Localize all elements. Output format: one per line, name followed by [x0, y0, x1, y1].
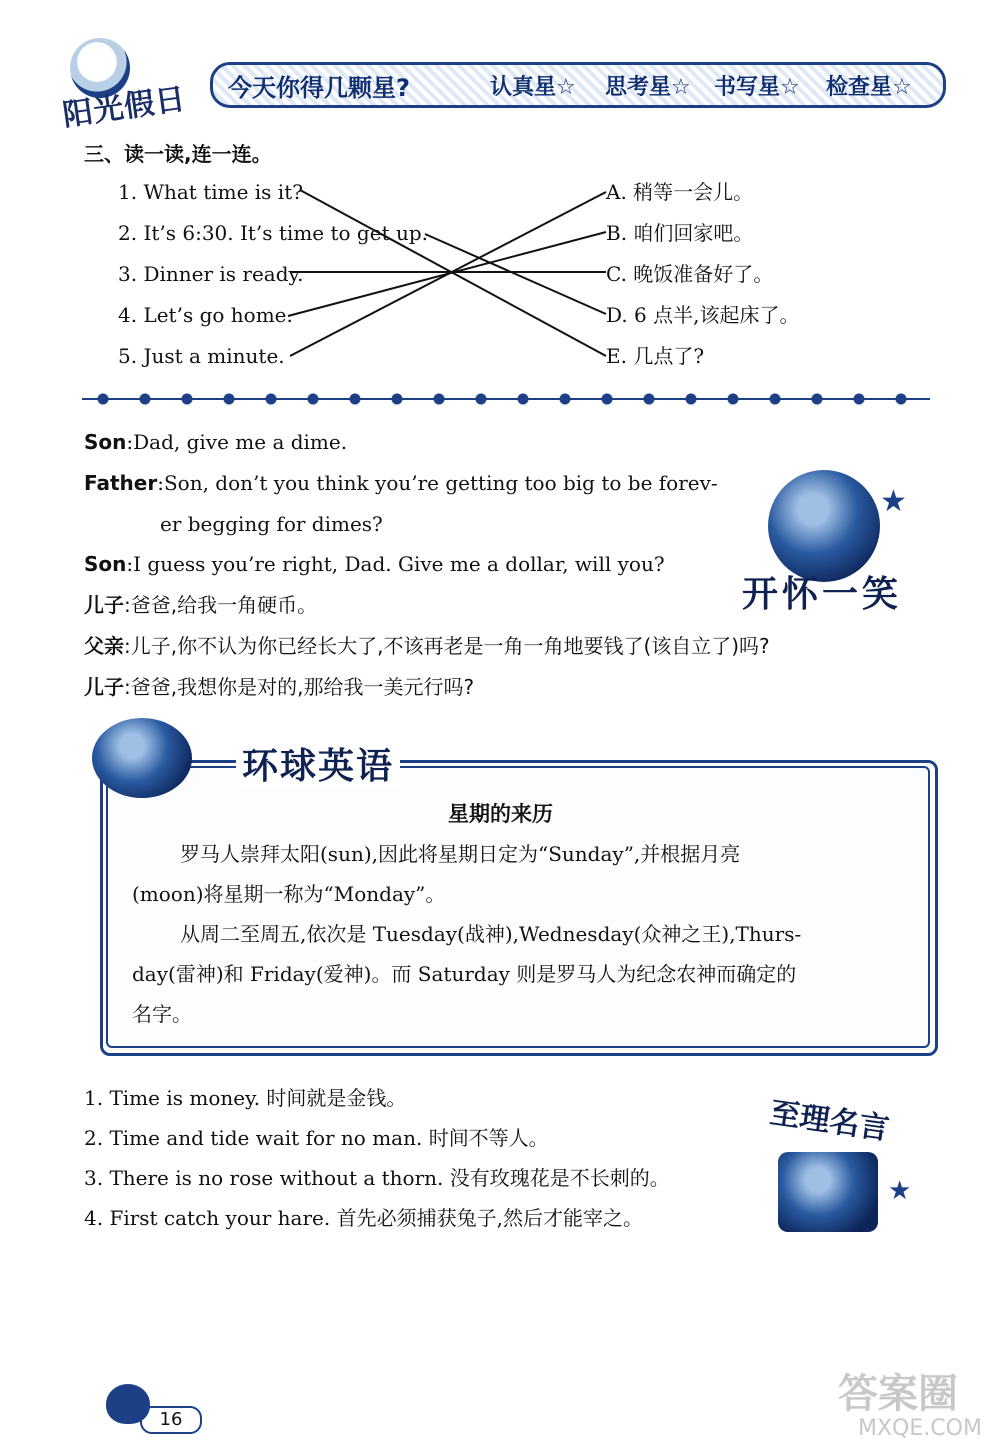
floral-border [82, 386, 930, 412]
star-writing[interactable]: 书写星☆ [714, 75, 800, 100]
chinese-item-e: E. 几点了? [606, 344, 705, 368]
global-english-heading: 环球英语 [236, 738, 400, 789]
matching-lines [0, 0, 1000, 420]
joke-badge-title: 开怀一笑 [742, 574, 903, 615]
article-line-1: 罗马人崇拜太阳(sun),因此将星期日定为“Sunday”,并根据月亮 [180, 842, 741, 866]
english-item-3: 3. Dinner is ready. [118, 262, 304, 286]
page-number: 16 [140, 1406, 202, 1434]
proverb-1: 1. Time is money. 时间就是金钱。 [84, 1086, 407, 1110]
match-line-2-d [425, 234, 606, 314]
chinese-item-b: B. 咱们回家吧。 [606, 221, 754, 245]
star-checking[interactable]: 检查星☆ [826, 75, 912, 100]
proverb-2: 2. Time and tide wait for no man. 时间不等人。 [84, 1126, 549, 1150]
english-item-1: 1. What time is it? [118, 180, 303, 204]
proverbs-badge-title: 至理名言 [767, 1095, 892, 1148]
joke-line-6: 父亲:儿子,你不认为你已经长大了,不该再老是一角一角地要钱了(该自立了)吗? [84, 634, 770, 658]
star-icon: ★ [880, 484, 907, 519]
article-line-3: 从周二至周五,依次是 Tuesday(战神),Wednesday(众神之王),Thurs- [180, 922, 802, 946]
article-line-4: day(雷神)和 Friday(爱神)。而 Saturday 则是罗马人为纪念农神而确定的 [132, 962, 797, 986]
english-item-2: 2. It’s 6:30. It’s time to get up. [118, 221, 428, 245]
joke-line-5: 儿子:爸爸,给我一角硬币。 [84, 593, 318, 617]
proverb-4: 4. First catch your hare. 首先必须捕获兔子,然后才能宰之。 [84, 1206, 643, 1230]
joke-line-3: er begging for dimes? [160, 512, 383, 536]
article-line-5: 名字。 [132, 1002, 192, 1026]
english-item-5: 5. Just a minute. [118, 344, 285, 368]
article-line-2: (moon)将星期一称为“Monday”。 [132, 882, 446, 906]
english-item-4: 4. Let’s go home. [118, 303, 293, 327]
chinese-item-a: A. 稍等一会儿。 [606, 180, 754, 204]
section-title: 三、读一读,连一连。 [84, 142, 272, 166]
chinese-item-d: D. 6 点半,该起床了。 [606, 303, 800, 327]
joke-line-2: Father:Son, don’t you think you’re getting too big to be forev- [84, 471, 718, 495]
watermark-url: MXQE.COM [858, 1416, 982, 1441]
proverb-3: 3. There is no rose without a thorn. 没有玫瑰花是不长刺的。 [84, 1166, 670, 1190]
chinese-item-c: C. 晚饭准备好了。 [606, 262, 774, 286]
joke-line-1: Son:Dad, give me a dime. [84, 430, 348, 454]
joke-line-7: 儿子:爸爸,我想你是对的,那给我一美元行吗? [84, 675, 475, 699]
star-icon-2: ★ [888, 1176, 912, 1206]
joke-line-4: Son:I guess you’re right, Dad. Give me a dollar, will you? [84, 552, 665, 576]
article-title: 星期的来历 [448, 802, 553, 826]
brand-logo: 阳光假日 [60, 81, 189, 134]
star-question: 今天你得几颗星? [228, 74, 410, 102]
star-earnest[interactable]: 认真星☆ [490, 75, 576, 100]
paper-plane-icon [92, 718, 192, 798]
watermark-logo: 答案圈 [838, 1371, 958, 1417]
star-thinking[interactable]: 思考星☆ [605, 75, 691, 100]
stamp-icon [778, 1152, 878, 1232]
